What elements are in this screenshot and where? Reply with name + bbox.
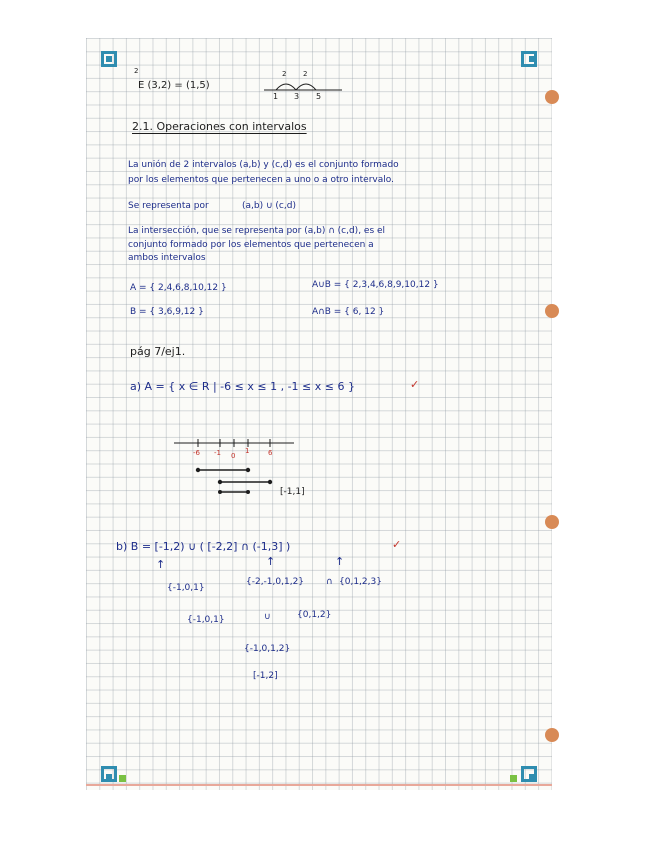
binder-hole — [545, 728, 559, 742]
exercise-b-step1-mid: {-2,-1,0,1,2} — [246, 577, 305, 587]
exercise-page-ref: pág 7/ej1. — [130, 345, 186, 358]
exercise-b-step1-right: {0,1,2,3} — [339, 577, 382, 587]
set-a-union-b: A∪B = { 2,3,4,6,8,9,10,12 } — [312, 280, 439, 290]
set-a-intersection-b: A∩B = { 6, 12 } — [312, 307, 385, 317]
notebook-page — [86, 38, 552, 790]
union-text-line1: La unión de 2 intervalos (a,b) y (c,d) es el conjunto formado — [128, 160, 399, 170]
section-title: 2.1. Operaciones con intervalos — [132, 120, 307, 133]
numberline-top-label: 2 — [303, 70, 308, 78]
binder-hole — [545, 90, 559, 104]
exercise-b-step2-left: {-1,0,1} — [187, 615, 225, 625]
page-bottom-margin-line — [86, 784, 552, 786]
numberline-tick-label: 1 — [245, 447, 250, 455]
exercise-b-arrow-icon: ↑ — [266, 555, 276, 568]
numberline-top-label: 2 — [282, 70, 287, 78]
exercise-b-formula: b) B = [-1,2) ∪ ( [-2,2] ∩ (-1,3] ) — [116, 540, 291, 553]
numberline-bottom-label: 3 — [294, 92, 300, 101]
exercise-b-result: [-1,2] — [253, 671, 278, 681]
binder-hole — [545, 515, 559, 529]
numberline-tick-label: -6 — [193, 449, 200, 457]
exercise-b-step1-cap: ∩ — [326, 577, 333, 587]
union-repr-formula: (a,b) ∪ (c,d) — [242, 201, 296, 211]
union-repr-label: Se representa por — [128, 201, 209, 211]
exercise-b-step3: {-1,0,1,2} — [244, 644, 291, 654]
corner-mark-green-icon — [510, 775, 517, 782]
corner-mark-icon — [521, 766, 537, 782]
union-text-line2: por los elementos que pertenecen a uno o a otro intervalo. — [128, 175, 394, 185]
exercise-b-arrow-icon: ↑ — [335, 555, 345, 568]
set-b: B = { 3,6,9,12 } — [130, 307, 204, 317]
numberline-bottom-label: 5 — [316, 92, 322, 101]
corner-mark-green-icon — [119, 775, 126, 782]
example-superscript: 2 — [134, 67, 139, 75]
exercise-b-step1-left: {-1,0,1} — [167, 583, 205, 593]
set-a: A = { 2,4,6,8,10,12 } — [130, 283, 227, 293]
exercise-b-check-icon: ✓ — [392, 538, 402, 551]
exercise-b-step2-right: {0,1,2} — [297, 610, 332, 620]
corner-mark-icon — [101, 51, 117, 67]
exercise-a-formula: a) A = { x ∈ R | -6 ≤ x ≤ 1 , -1 ≤ x ≤ 6 } — [130, 380, 355, 393]
numberline-tick-label: 6 — [268, 449, 273, 457]
exercise-a-check-icon: ✓ — [410, 378, 420, 391]
exercise-b-arrow-icon: ↑ — [156, 558, 166, 571]
example-formula: E (3,2) = (1,5) — [138, 80, 210, 91]
numberline-tick-label: -1 — [214, 449, 221, 457]
exercise-a-result: [-1,1] — [280, 487, 305, 497]
intersection-text-line2: conjunto formado por los elementos que pertenecen a — [128, 240, 374, 250]
intersection-text-line1: La intersección, que se representa por (a,b) ∩ (c,d), es el — [128, 226, 386, 236]
corner-mark-icon — [101, 766, 117, 782]
numberline-bottom-label: 1 — [273, 92, 279, 101]
intersection-text-line3: ambos intervalos — [128, 253, 206, 263]
exercise-b-step2-cup: ∪ — [264, 612, 271, 622]
corner-mark-icon — [521, 51, 537, 67]
numberline-tick-label: 0 — [231, 452, 236, 460]
binder-hole — [545, 304, 559, 318]
